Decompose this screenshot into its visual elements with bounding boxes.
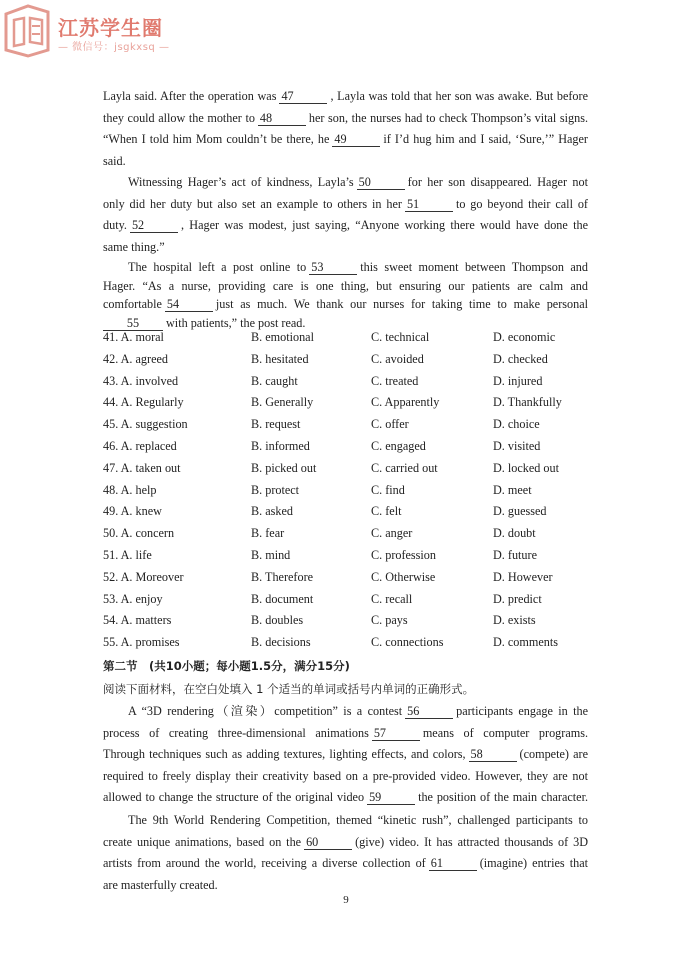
- text-line: Witnessing Hager’s act of kindness, Layla’s 50 for her son disappeared. Hager not: [128, 175, 588, 189]
- blank-49: 49: [332, 133, 380, 147]
- option-row: [103, 526, 593, 548]
- option-row: [103, 395, 593, 417]
- watermark-subtitle: — 微信号：jsgkxsq —: [58, 42, 170, 53]
- option-d: D. visited: [493, 438, 541, 453]
- option-row: [103, 504, 593, 526]
- option-c: C. treated: [371, 373, 419, 388]
- option-row: [103, 374, 593, 396]
- option-a: 55. A. promises: [103, 635, 180, 650]
- option-b: B. mind: [251, 547, 291, 562]
- option-d: D. guessed: [493, 504, 547, 519]
- option-b: B. picked out: [251, 460, 317, 475]
- option-c: C. recall: [371, 591, 413, 606]
- blank-60: 60: [304, 836, 352, 850]
- option-c: C. felt: [371, 504, 402, 519]
- option-row: [103, 592, 593, 614]
- options-table: [103, 330, 593, 657]
- option-a: 47. A. taken out: [103, 460, 181, 475]
- option-row: [103, 461, 593, 483]
- option-d: D. comments: [493, 635, 558, 650]
- blank-48: 48: [258, 112, 306, 126]
- text-line: are masterfully created.: [103, 877, 218, 892]
- option-d: D. injured: [493, 373, 543, 388]
- option-d: D. Thankfully: [493, 395, 562, 410]
- blank-61: 61: [429, 857, 477, 871]
- blank-51: 51: [405, 198, 453, 212]
- text-line: 55 with patients,” the post read.: [103, 314, 588, 333]
- text-line: process of creating three-dimensional animations 57 means of computer programs.: [103, 725, 589, 740]
- text-line: Hager. “As a nurse, providing care is one thing, but ensuring our patients are calm and: [103, 278, 588, 293]
- option-b: B. Generally: [251, 395, 314, 410]
- text-line: Through techniques such as adding textures, lighting effects, and colors, 58 (compete) are: [103, 747, 588, 762]
- option-b: B. decisions: [251, 635, 311, 650]
- text-line: they could allow the mother to 48 her son, the nurses had to check Thompson’s vital signs.: [103, 110, 588, 125]
- text-line: allowed to change the structure of the original video 59 the position of the main character.: [103, 790, 589, 805]
- paragraph-1: [103, 86, 588, 172]
- option-b: B. caught: [251, 373, 298, 388]
- text-line: only did her duty but also set an example to others in her 51 to go beyond their call of: [103, 196, 588, 211]
- seal-logo-icon: [2, 4, 52, 58]
- option-row: [103, 439, 593, 461]
- text-line: said.: [103, 153, 126, 168]
- option-d: D. choice: [493, 417, 540, 432]
- blank-52: 52: [130, 219, 178, 233]
- option-b: B. emotional: [251, 330, 314, 344]
- option-c: C. engaged: [371, 438, 426, 453]
- option-row: [103, 570, 593, 592]
- text-line: “When I told him Mom couldn’t be there, he 49 if I’d hug him and I said, ‘Sure,’” Hager: [103, 132, 588, 147]
- option-a: 49. A. knew: [103, 504, 162, 519]
- text-line: A “3D rendering（渲染）competition” is a contest 56 participants engage in the: [128, 704, 588, 718]
- option-b: B. hesitated: [251, 351, 309, 366]
- option-c: C. profession: [371, 547, 436, 562]
- option-b: B. document: [251, 591, 314, 606]
- text-line: create unique animations, based on the 60 (give) video. It has attracted thousands of 3D: [103, 834, 588, 849]
- option-row: [103, 417, 593, 439]
- option-row: [103, 548, 593, 570]
- option-a: 46. A. replaced: [103, 438, 177, 453]
- option-b: B. Therefore: [251, 569, 314, 584]
- paragraph-5: [103, 810, 588, 896]
- blank-56: 56: [405, 705, 453, 719]
- option-a: 53. A. enjoy: [103, 591, 163, 606]
- text-line: Layla said. After the operation was 47 , Layla was told that her son was awake. But before: [103, 89, 588, 103]
- option-b: B. informed: [251, 438, 310, 453]
- option-a: 51. A. life: [103, 547, 152, 562]
- option-row: [103, 613, 593, 635]
- option-d: D. economic: [493, 330, 556, 344]
- option-a: 43. A. involved: [103, 373, 179, 388]
- option-a: 42. A. agreed: [103, 351, 168, 366]
- paragraph-2: [103, 172, 588, 258]
- option-row: [103, 635, 593, 657]
- option-a: 44. A. Regularly: [103, 395, 184, 410]
- option-c: C. Otherwise: [371, 569, 436, 584]
- blank-59: 59: [367, 791, 415, 805]
- option-b: B. request: [251, 417, 301, 432]
- blank-53: 53: [309, 261, 357, 275]
- text-line: The 9th World Rendering Competition, themed “kinetic rush”, challenged participants to: [128, 813, 588, 827]
- option-b: B. doubles: [251, 613, 304, 628]
- text-line: required to freely display their creativity based on a pre-provided video. However, they are not: [103, 768, 588, 783]
- watermark: [0, 0, 240, 70]
- option-a: 41. A. moral: [103, 330, 164, 344]
- option-c: C. carried out: [371, 460, 438, 475]
- section-instruction: 阅读下面材料，在空白处填入 1 个适当的单词或括号内单词的正确形式。: [103, 682, 475, 696]
- text-line: duty. 52 , Hager was modest, just saying, “Anyone working there would have done the: [103, 218, 588, 233]
- option-d: D. doubt: [493, 526, 536, 541]
- option-c: C. pays: [371, 613, 408, 628]
- blank-47: 47: [279, 90, 327, 104]
- option-d: D. meet: [493, 482, 532, 497]
- option-c: C. Apparently: [371, 395, 440, 410]
- option-row: [103, 483, 593, 505]
- option-d: D. However: [493, 569, 553, 584]
- option-b: B. fear: [251, 526, 285, 541]
- option-c: C. offer: [371, 417, 409, 432]
- option-d: D. checked: [493, 351, 548, 366]
- option-c: C. anger: [371, 526, 413, 541]
- option-row: [103, 352, 593, 374]
- text-line: comfortable 54 just as much. We thank our nurses for taking time to make personal: [103, 297, 588, 312]
- paragraph-3: [103, 258, 588, 332]
- blank-55: 55: [103, 317, 163, 331]
- paragraph-4: [103, 701, 588, 809]
- option-c: C. find: [371, 482, 405, 497]
- text-line: same thing.”: [103, 239, 165, 254]
- option-c: C. connections: [371, 635, 444, 650]
- option-d: D. exists: [493, 613, 536, 628]
- option-a: 50. A. concern: [103, 526, 175, 541]
- option-row: [103, 330, 593, 352]
- option-a: 48. A. help: [103, 482, 157, 497]
- option-c: C. technical: [371, 330, 430, 344]
- option-b: B. asked: [251, 504, 293, 519]
- option-d: D. locked out: [493, 460, 560, 475]
- page-number: 9: [343, 894, 349, 906]
- option-a: 45. A. suggestion: [103, 417, 188, 432]
- option-d: D. predict: [493, 591, 542, 606]
- blank-54: 54: [165, 298, 213, 312]
- text-line: artists from around the world, receiving a diverse collection of 61 (imagine) entries that: [103, 856, 588, 871]
- blank-57: 57: [372, 727, 420, 741]
- option-b: B. protect: [251, 482, 300, 497]
- blank-50: 50: [357, 176, 405, 190]
- text-line: The hospital left a post online to 53 this sweet moment between Thompson and: [128, 260, 588, 274]
- option-c: C. avoided: [371, 351, 424, 366]
- option-a: 52. A. Moreover: [103, 569, 184, 584]
- watermark-brand: 江苏学生圈: [58, 16, 163, 40]
- blank-58: 58: [469, 748, 517, 762]
- option-d: D. future: [493, 547, 537, 562]
- section-heading: 第二节 (共10小题；每小题1.5分，满分15分): [103, 659, 350, 673]
- option-a: 54. A. matters: [103, 613, 172, 628]
